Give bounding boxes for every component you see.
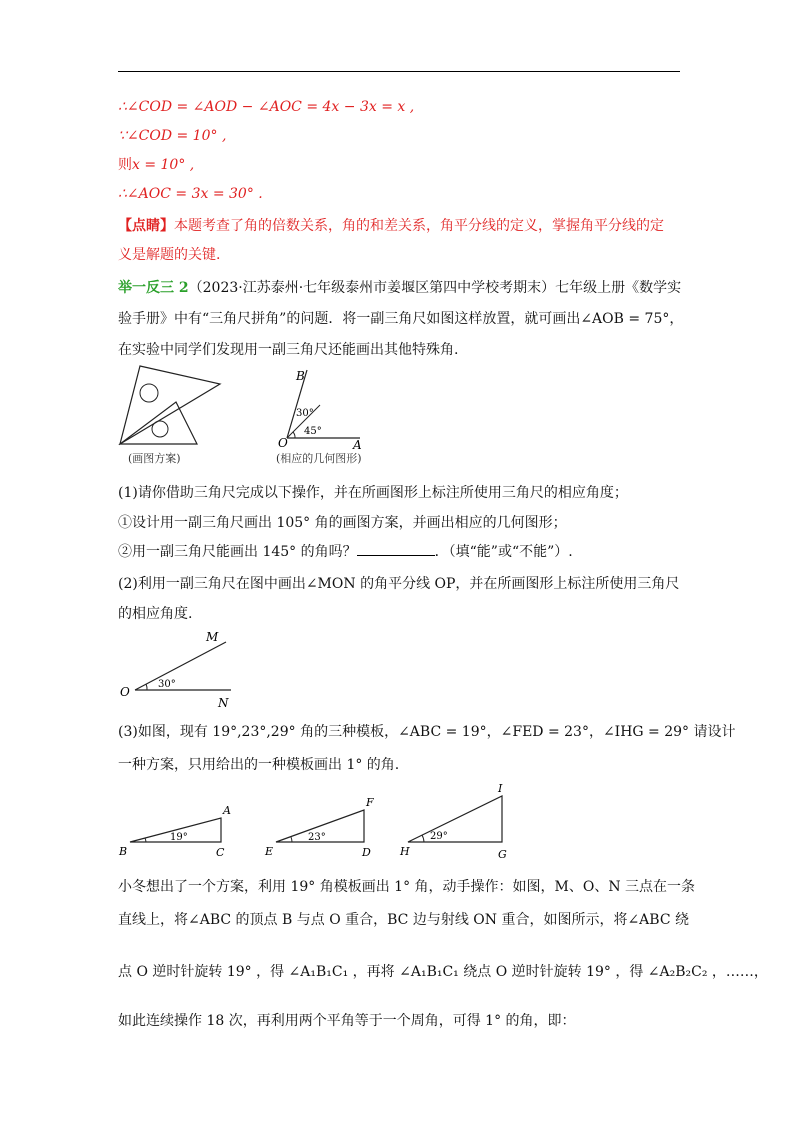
fig2-label-n: N [218,696,229,710]
t2-label-e: E [265,845,274,858]
problem-source: （2023·江苏泰州·七年级泰州市姜堰区第四中学校考期末）七年级上册《数学实 [188,280,682,296]
angle-arc-mon [146,684,147,690]
t1-angle: 19° [170,832,188,843]
t1-label-a: A [223,804,231,817]
story-line-2: 直线上，将∠ABC 的顶点 B 与点 O 重合，BC 边与射线 ON 重合，如图所示，将∠ABC 绕 [118,912,690,928]
t1-label-b: B [119,845,128,858]
solution-line-4: ∴∠AOC = 3x = 30° . [118,186,263,202]
figure-templates [118,782,518,864]
triangle-hole-1 [140,384,158,402]
fig1-angle-45: 45° [304,426,322,437]
comment-line-1 [118,216,664,236]
ray-om [135,642,226,690]
comment-line-2: 义是解题的关键. [118,247,221,263]
question-2-line-2: 的相应角度. [118,606,193,622]
solution-line-2: ∵∠COD = 10° , [118,128,227,144]
solution-line-3-text: x = 10° , [132,157,195,173]
t1-label-c: C [216,846,225,859]
angle-arc [293,432,295,438]
story-line-4: 如此连续操作 18 次，再利用两个平角等于一个周角，可得 1° 的角，即： [118,1013,576,1029]
figure-angle-mon [118,628,248,714]
question-1b-after: ．（填“能”或“不能”）. [434,544,573,560]
question-2-line-1: (2)利用一副三角尺在图中画出∠MON 的角平分线 OP，并在所画图形上标注所使用三角尺 [118,576,680,592]
t2-angle: 23° [308,832,326,843]
arc-29 [422,835,424,842]
arc-23 [291,837,292,842]
fig1-label-o: O [278,436,288,450]
problem-line-2: 验手册》中有“三角尺拼角”的问题．将一副三角尺如图这样放置，就可画出∠AOB = 75°， [118,311,684,327]
t3-label-i: I [498,782,503,795]
fig1-label-b: B [296,369,305,383]
problem-line-3: 在实验中同学们发现用一副三角尺还能画出其他特殊角. [118,342,459,358]
fig2-label-o: O [120,685,130,699]
story-line-1: 小冬想出了一个方案，利用 19° 角模板画出 1° 角，动手操作：如图，M、O、N 三点在一条 [118,879,696,895]
t3-label-h: H [400,845,410,858]
question-1b [118,542,573,562]
fig1-angle-30: 30° [296,408,314,419]
question-1: (1)请你借助三角尺完成以下操作，并在所画图形上标注所使用三角尺的相应角度； [118,485,628,501]
comment-text-1: 本题考查了角的倍数关系，角的和差关系，角平分线的定义，掌握角平分线的定 [174,218,664,234]
problem-label: 举一反三 2 [118,280,189,296]
comment-tag: 【点睛】 [118,218,174,234]
fig2-angle: 30° [158,679,176,690]
problem-line-1 [118,278,681,298]
t3-label-g: G [498,848,507,861]
solution-line-3-prefix: 则 [118,157,132,173]
t3-angle: 29° [430,831,448,842]
t2-label-d: D [362,846,371,859]
fig1-caption-left: (画图方案) [128,452,181,465]
question-3-line-2: 一种方案，只用给出的一种模板画出 1° 的角. [118,757,400,773]
question-3-line-1: (3)如图，现有 19°,23°,29° 角的三种模板，∠ABC = 19°，∠FED = 23°，∠IHG = 29° 请设计 [118,724,736,740]
solution-line-3 [118,155,194,175]
solution-line-1: ∴∠COD = ∠AOD − ∠AOC = 4x − 3x = x , [118,99,415,115]
answer-blank[interactable] [357,543,435,556]
t2-label-f: F [366,796,374,809]
question-1b-before: ②用一副三角尺能画出 145° 的角吗？ [118,544,357,560]
story-line-3: 点 O 逆时针旋转 19° ，得 ∠A₁B₁C₁ ，再将 ∠A₁B₁C₁ 绕点 O 逆时针旋转 19° ，得 ∠A₂B₂C₂ ，……， [118,964,768,980]
fig2-label-m: M [206,630,219,644]
fig1-caption-right: (相应的几何图形) [276,452,362,465]
question-1a: ①设计用一副三角尺画出 105° 角的画图方案，并画出相应的几何图形； [118,515,567,531]
triangle-hole-2 [152,421,168,437]
fig1-label-a: A [353,438,362,452]
figure-triangle-rulers [112,362,412,472]
header-rule [118,71,680,72]
